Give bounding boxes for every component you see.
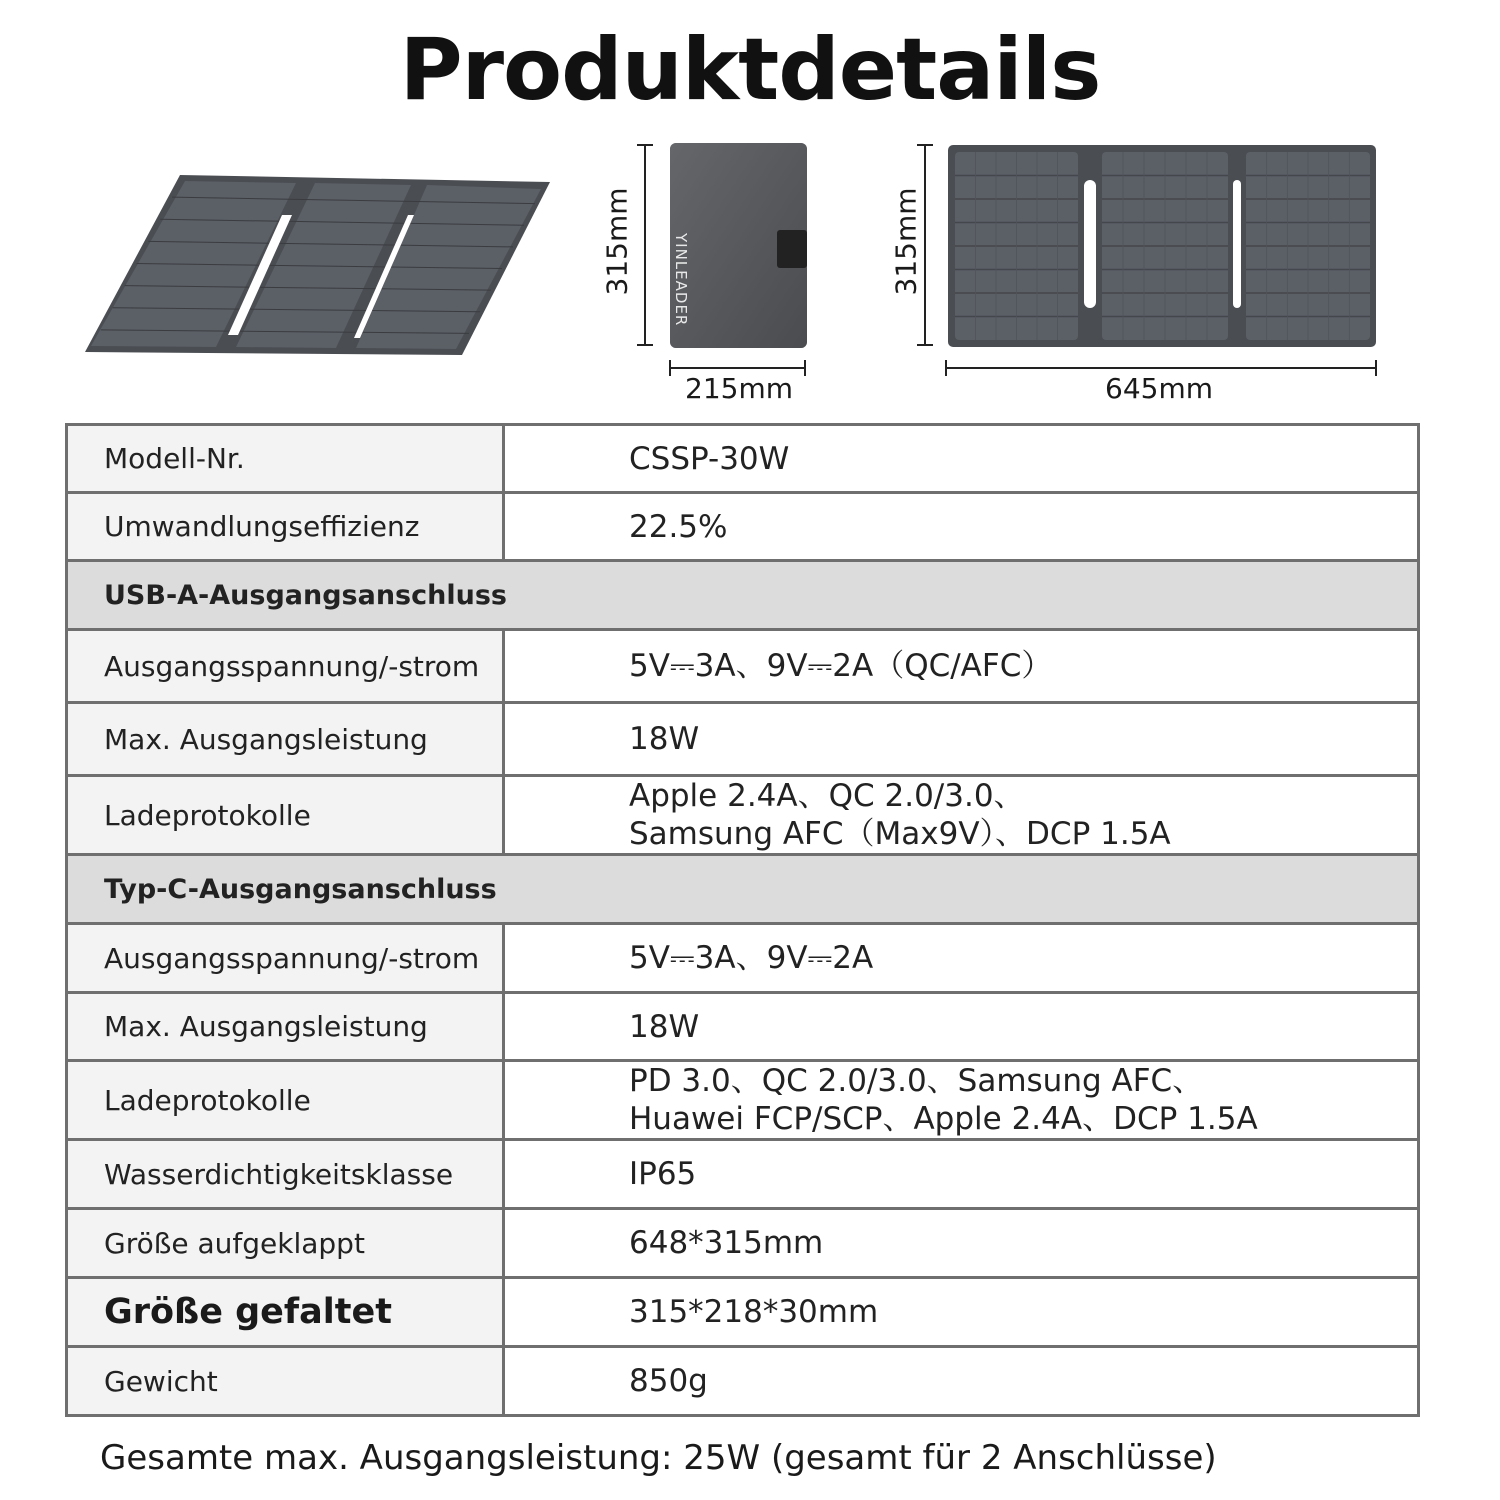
table-row <box>67 924 1419 993</box>
spec-value <box>504 630 1419 703</box>
table-row <box>67 493 1419 561</box>
table-row <box>67 1278 1419 1347</box>
table-row <box>67 1140 1419 1209</box>
table-row <box>67 703 1419 776</box>
spec-value-line: 5V⎓3A、9V⎓2A（QC/AFC） <box>629 648 1053 684</box>
unfolded-panel-figure <box>880 140 1390 405</box>
unfolded-height-label: 315mm <box>889 187 923 296</box>
spec-table <box>65 423 1420 1417</box>
brand-label: YINLEADER <box>672 233 690 327</box>
spec-value-line: 850g <box>629 1363 708 1399</box>
footer-total-output: Gesamte max. Ausgangsleistung: 25W (gesamt für 2 Anschlüsse) <box>100 1438 1217 1478</box>
spec-label: Ausgangsspannung/-strom <box>67 924 504 993</box>
table-row <box>67 1061 1419 1140</box>
spec-value-line: Apple 2.4A、QC 2.0/3.0、 <box>629 778 1025 814</box>
spec-value-line: 315*218*30mm <box>629 1294 879 1330</box>
spec-value-line: IP65 <box>629 1156 697 1192</box>
section-header-row <box>67 561 1419 630</box>
spec-value <box>504 776 1419 855</box>
spec-label: Ausgangsspannung/-strom <box>67 630 504 703</box>
unfolded-panel-image <box>880 140 1390 405</box>
section-title: USB-A-Ausgangsanschluss <box>67 561 1419 630</box>
table-row <box>67 1347 1419 1416</box>
spec-value <box>504 993 1419 1061</box>
table-row <box>67 993 1419 1061</box>
spec-value-line: Samsung AFC（Max9V）、DCP 1.5A <box>629 816 1171 852</box>
spec-label: Größe gefaltet <box>67 1278 504 1347</box>
spec-value-line: CSSP-30W <box>629 440 790 477</box>
solar-panel-perspective-image <box>70 170 560 370</box>
spec-label: Größe aufgeklappt <box>67 1209 504 1278</box>
spec-value-line: 648*315mm <box>629 1225 824 1261</box>
spec-label: Max. Ausgangsleistung <box>67 993 504 1061</box>
spec-value-line: 5V⎓3A、9V⎓2A <box>629 940 874 976</box>
unfolded-width-label: 645mm <box>1105 372 1213 405</box>
spec-value <box>504 1209 1419 1278</box>
spec-label: Wasserdichtigkeitsklasse <box>67 1140 504 1209</box>
spec-value-line: 18W <box>629 721 700 757</box>
spec-value <box>504 493 1419 561</box>
folded-width-label: 215mm <box>685 372 793 405</box>
section-title: Typ-C-Ausgangsanschluss <box>67 855 1419 924</box>
spec-value-line: Huawei FCP/SCP、Apple 2.4A、DCP 1.5A <box>629 1101 1258 1137</box>
spec-value-line: 22.5% <box>629 508 728 545</box>
spec-label: Umwandlungseffizienz <box>67 493 504 561</box>
spec-label: Max. Ausgangsleistung <box>67 703 504 776</box>
section-header-row <box>67 855 1419 924</box>
spec-value <box>504 1278 1419 1347</box>
spec-value <box>504 1140 1419 1209</box>
spec-label: Ladeprotokolle <box>67 1061 504 1140</box>
spec-value-line: 18W <box>629 1008 700 1045</box>
page-title: Produktdetails <box>399 20 1101 120</box>
folded-height-label: 315mm <box>600 187 634 296</box>
spec-value-line: PD 3.0、QC 2.0/3.0、Samsung AFC、 <box>629 1063 1204 1099</box>
spec-value <box>504 703 1419 776</box>
spec-value <box>504 1347 1419 1416</box>
spec-label: Ladeprotokolle <box>67 776 504 855</box>
table-row <box>67 1209 1419 1278</box>
table-row <box>67 776 1419 855</box>
table-row <box>67 425 1419 493</box>
spec-value <box>504 425 1419 493</box>
folded-panel-figure <box>595 140 825 405</box>
spec-value <box>504 924 1419 993</box>
spec-label: Gewicht <box>67 1347 504 1416</box>
table-row <box>67 630 1419 703</box>
spec-value <box>504 1061 1419 1140</box>
spec-label: Modell-Nr. <box>67 425 504 493</box>
